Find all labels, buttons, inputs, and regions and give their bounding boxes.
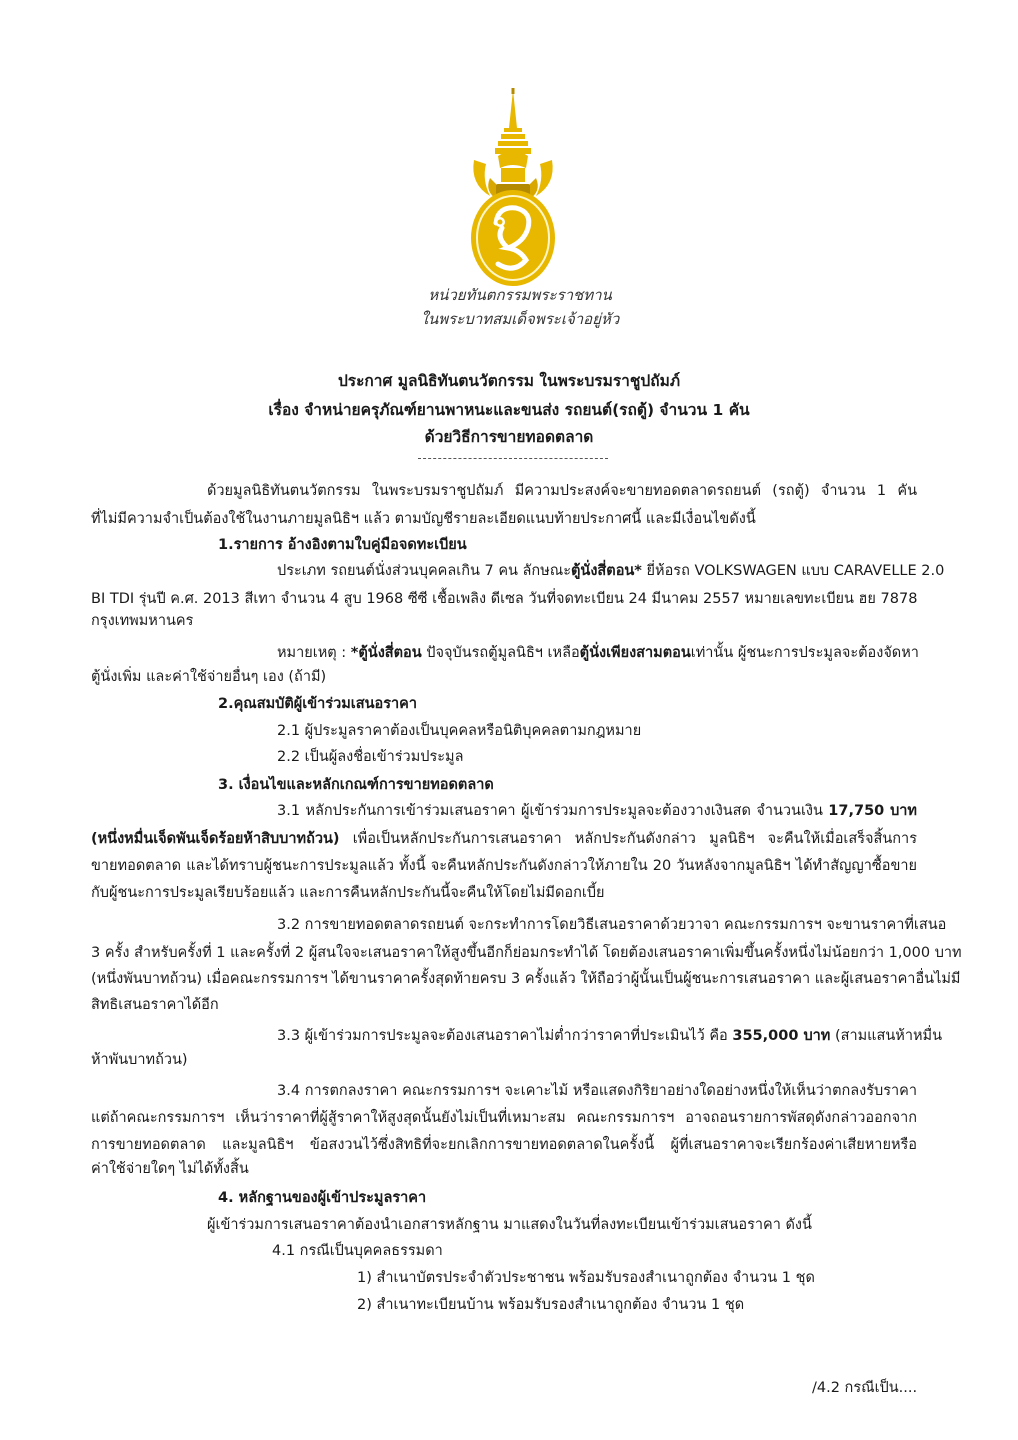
s1-note-line-2: ตู้นั่งเพิ่ม และค่าใช้จ่ายอื่นๆ เอง (ถ้ามี) <box>91 669 327 685</box>
s1-paragraph-line-1: ประเภท รถยนต์นั่งส่วนบุคคลเกิน 7 คน ลักษณะตู้นั่งสี่ตอน* ยี่ห้อรถ VOLKSWAGEN แบบ CARAVELLE 2.0 <box>277 563 945 579</box>
section-3-heading: 3. เงื่อนไขและหลักเกณฑ์การขายทอดตลาด <box>218 777 494 793</box>
s3-2-line-3: (หนึ่งพันบาทถ้วน) เมื่อคณะกรรมการฯ ได้ขานราคาครั้งสุดท้ายครบ 3 ครั้งแล้ว ให้ถือว่าผู้นั้นเป็นผู้ชนะการเสนอราคา และผู้เสนอราคาอื่นไม่มี <box>91 971 961 987</box>
s2-item-1: 2.1 ผู้ประมูลราคาต้องเป็นบุคคลหรือนิติบุคคลตามกฎหมาย <box>277 723 642 739</box>
page-continuation-marker: /4.2 กรณีเป็น.... <box>812 1380 918 1396</box>
s4-subsection-4-1: 4.1 กรณีเป็นบุคคลธรรมดา <box>272 1243 443 1259</box>
s2-item-2: 2.2 เป็นผู้ลงชื่อเข้าร่วมประมูล <box>277 749 464 765</box>
s3-4-line-4: ค่าใช้จ่ายใดๆ ไม่ได้ทั้งสิ้น <box>91 1161 249 1177</box>
s3-1-line-4: กับผู้ชนะการประมูลเรียบร้อยแล้ว และการคืนหลักประกันนี้จะคืนให้โดยไม่มีดอกเบี้ย <box>91 885 605 901</box>
royal-seal-emblem-icon <box>468 88 558 293</box>
page-title: ประกาศ มูลนิธิทันตนวัตกรรม ในพระบรมราชูปถัมภ์ <box>337 372 681 390</box>
s4-intro: ผู้เข้าร่วมการเสนอราคาต้องนำเอกสารหลักฐาน มาแสดงในวันที่ลงทะเบียนเข้าร่วมเสนอราคา ดังนี้ <box>207 1217 812 1233</box>
page-method: ด้วยวิธีการขายทอดตลาด <box>424 428 594 446</box>
s3-1-line-2: (หนึ่งหมื่นเจ็ดพันเจ็ดร้อยห้าสิบบาทถ้วน) เพื่อเป็นหลักประกันการเสนอราคา หลักประกันดังกล่าว มูลนิธิฯ จะคืนให้เมื่อเสร็จสิ้นการ <box>91 831 917 847</box>
section-4-heading: 4. หลักฐานของผู้เข้าประมูลราคา <box>218 1190 427 1206</box>
intro-line-1: ด้วยมูลนิธิทันตนวัตกรรม ในพระบรมราชูปถัมภ์ มีความประสงค์จะขายทอดตลาดรถยนต์ (รถตู้) จำนวน 1 คัน <box>207 483 917 499</box>
s1-paragraph-line-2: BI TDI รุ่นปี ค.ศ. 2013 สีเทา จำนวน 4 สูบ 1968 ซีซี เชื้อเพลิง ดีเซล วันที่จดทะเบียน 24 มีนาคม 2557 หมายเลขทะเบียน ฮย 7878 <box>91 591 918 607</box>
s3-2-line-1: 3.2 การขายทอดตลาดรถยนต์ จะกระทำการโดยวิธีเสนอราคาด้วยวาจา คณะกรรมการฯ จะขานราคาที่เสนอ <box>277 917 947 933</box>
s3-4-line-1: 3.4 การตกลงราคา คณะกรรมการฯ จะเคาะไม้ หรือแสดงกิริยาอย่างใดอย่างหนึ่งให้เห็นว่าตกลงรับราคา <box>277 1083 917 1099</box>
s3-1-line-3: ขายทอดตลาด และได้ทราบผู้ชนะการประมูลแล้ว ทั้งนี้ จะคืนหลักประกันดังกล่าวให้ภายใน 20 วันหลังจากมูลนิธิฯ ได้ทำสัญญาซื้อขาย <box>91 858 917 874</box>
s3-2-line-4: สิทธิเสนอราคาได้อีก <box>91 997 219 1013</box>
s3-4-line-2: แต่ถ้าคณะกรรมการฯ เห็นว่าราคาที่ผู้สู้ราคาให้สูงสุดนั้นยังไม่เป็นที่เหมาะสม คณะกรรมการฯ อาจถอนรายการพัสดุดังกล่าวออกจาก <box>91 1110 917 1126</box>
s3-2-line-2: 3 ครั้ง สำหรับครั้งที่ 1 และครั้งที่ 2 ผู้สนใจจะเสนอราคาให้สูงขึ้นอีกก็ย่อมกระทำได้ โดยต้องเสนอราคาเพิ่มขึ้นครั้งหนึ่งไม่น้อยกว่า 1,000 บาท <box>91 945 962 961</box>
s4-document-2: 2) สำเนาทะเบียนบ้าน พร้อมรับรองสำเนาถูกต้อง จำนวน 1 ชุด <box>357 1297 745 1313</box>
s3-1-line-1: 3.1 หลักประกันการเข้าร่วมเสนอราคา ผู้เข้าร่วมการประมูลจะต้องวางเงินสด จำนวนเงิน 17,750 บาท <box>277 803 917 819</box>
s3-4-line-3: การขายทอดตลาด และมูลนิธิฯ ข้อสงวนไว้ซึ่งสิทธิที่จะยกเลิกการขายทอดตลาดในครั้งนี้ ผู้ที่เสนอราคาจะเรียกร้องค่าเสียหายหรือ <box>91 1137 917 1153</box>
s4-document-1: 1) สำเนาบัตรประจำตัวประชาชน พร้อมรับรองสำเนาถูกต้อง จำนวน 1 ชุด <box>357 1270 815 1286</box>
s1-paragraph-line-3: กรุงเทพมหานคร <box>91 613 194 629</box>
title-divider <box>418 458 608 459</box>
s3-3-line-1: 3.3 ผู้เข้าร่วมการประมูลจะต้องเสนอราคาไม่ต่ำกว่าราคาที่ประเมินไว้ คือ 355,000 บาท (สามแสนห้าหมื่น <box>277 1028 943 1044</box>
seal-caption-line-2: ในพระบาทสมเด็จพระเจ้าอยู่หัว <box>420 310 620 328</box>
intro-line-2: ที่ไม่มีความจำเป็นต้องใช้ในงานภายมูลนิธิฯ แล้ว ตามบัญชีรายละเอียดแนบท้ายประกาศนี้ และมีเงื่อนไขดังนี้ <box>91 511 756 527</box>
s3-3-line-2: ห้าพันบาทถ้วน) <box>91 1052 188 1068</box>
section-2-heading: 2.คุณสมบัติผู้เข้าร่วมเสนอราคา <box>218 696 417 712</box>
section-1-heading: 1.รายการ อ้างอิงตามใบคู่มือจดทะเบียน <box>218 537 467 553</box>
seal-caption-line-1: หน่วยทันตกรรมพระราชทาน <box>428 286 612 304</box>
s1-note-line-1: หมายเหตุ : *ตู้นั่งสี่ตอน ปัจจุบันรถตู้มูลนิธิฯ เหลือตู้นั่งเพียงสามตอนเท่านั้น ผู้ชนะการประมูลจะต้องจัดหา <box>277 645 919 661</box>
page-subject: เรื่อง จำหน่ายครุภัณฑ์ยานพาหนะและขนส่ง รถยนต์(รถตู้) จำนวน 1 คัน <box>268 401 750 419</box>
